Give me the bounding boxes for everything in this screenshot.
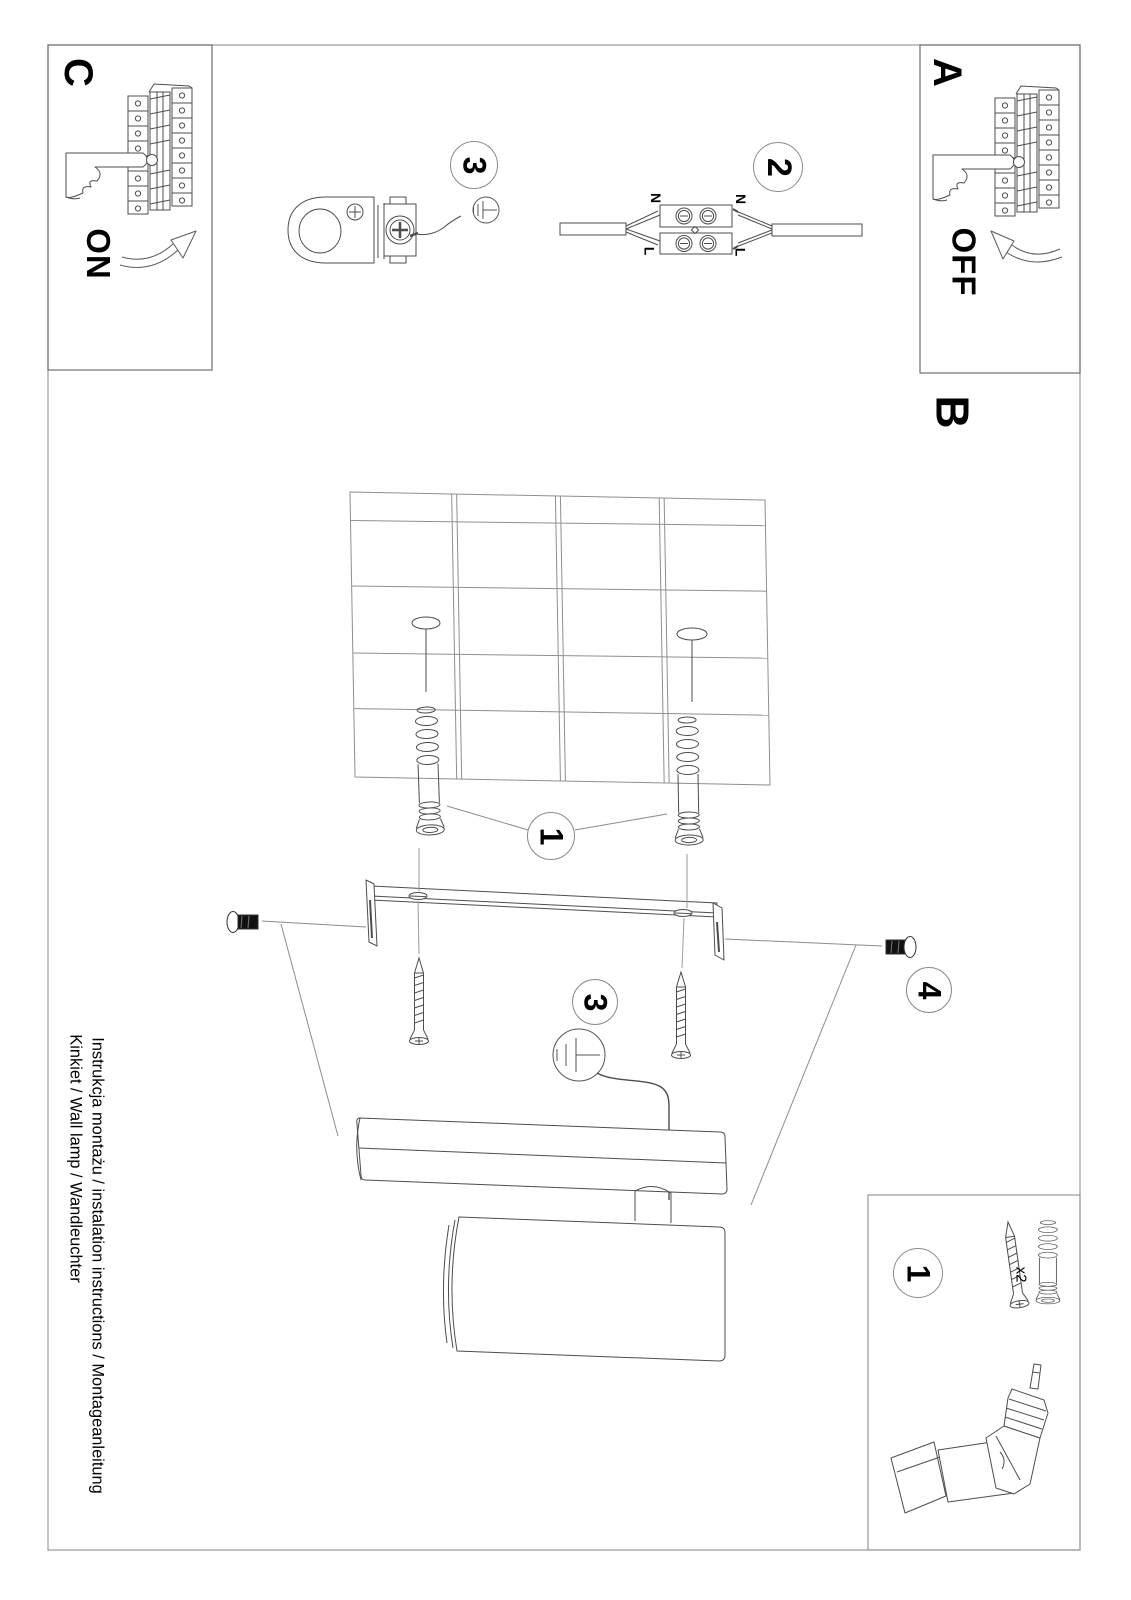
off-arrow-icon <box>991 231 1062 262</box>
callout-ground: 3 <box>572 979 618 1025</box>
wall-anchor-left <box>412 707 444 836</box>
terminal-block <box>660 205 732 254</box>
parts-quantity: x2 <box>1012 1266 1030 1282</box>
panel-c-state: ON <box>80 228 117 280</box>
callout-anchors: 1 <box>527 812 575 860</box>
terminal-n-right: N <box>733 193 749 205</box>
panel-a-state: OFF <box>945 227 983 297</box>
fixing-screw-right <box>886 937 916 958</box>
drill-hole-left <box>412 617 440 629</box>
terminal-l-left: L <box>641 246 657 256</box>
lamp-shade <box>452 1217 725 1361</box>
panel-b-label: B <box>926 395 979 429</box>
panel-c-label: C <box>55 57 100 87</box>
callout-step2: 2 <box>753 142 803 192</box>
wall-plug-icon <box>1036 1221 1060 1304</box>
fixing-screw-left <box>227 912 258 933</box>
ground-wire-top <box>417 216 461 235</box>
panel-a-label: A <box>924 57 969 87</box>
breaker-panel-a-icon <box>933 86 1059 216</box>
mounting-screw-left <box>410 958 429 1045</box>
terminal-l-right: L <box>732 247 748 257</box>
tile-wall <box>350 492 770 785</box>
mounting-screw-right <box>672 972 691 1059</box>
callout-step3-top: 3 <box>450 141 498 189</box>
ground-symbol-top-icon <box>473 197 499 223</box>
drill-icon <box>891 1364 1048 1513</box>
mounting-bracket <box>366 880 724 960</box>
terminal-n-left: N <box>648 192 664 204</box>
callout-parts: 1 <box>893 1248 943 1298</box>
footer-line-1: Instrukcja montażu / instalation instructions / Montageanleitung <box>88 1036 107 1494</box>
on-arrow-icon <box>120 231 196 267</box>
lamp-body <box>357 1118 727 1361</box>
drill-hole-right <box>677 628 707 640</box>
lamp-terminal-detail <box>288 197 461 263</box>
wall-anchor-right <box>673 717 703 845</box>
footer-line-2: Kinkiet / Wall lamp / Wandleuchter <box>66 1033 85 1283</box>
callout-screws: 4 <box>906 967 952 1013</box>
breaker-panel-c-icon <box>66 84 192 214</box>
